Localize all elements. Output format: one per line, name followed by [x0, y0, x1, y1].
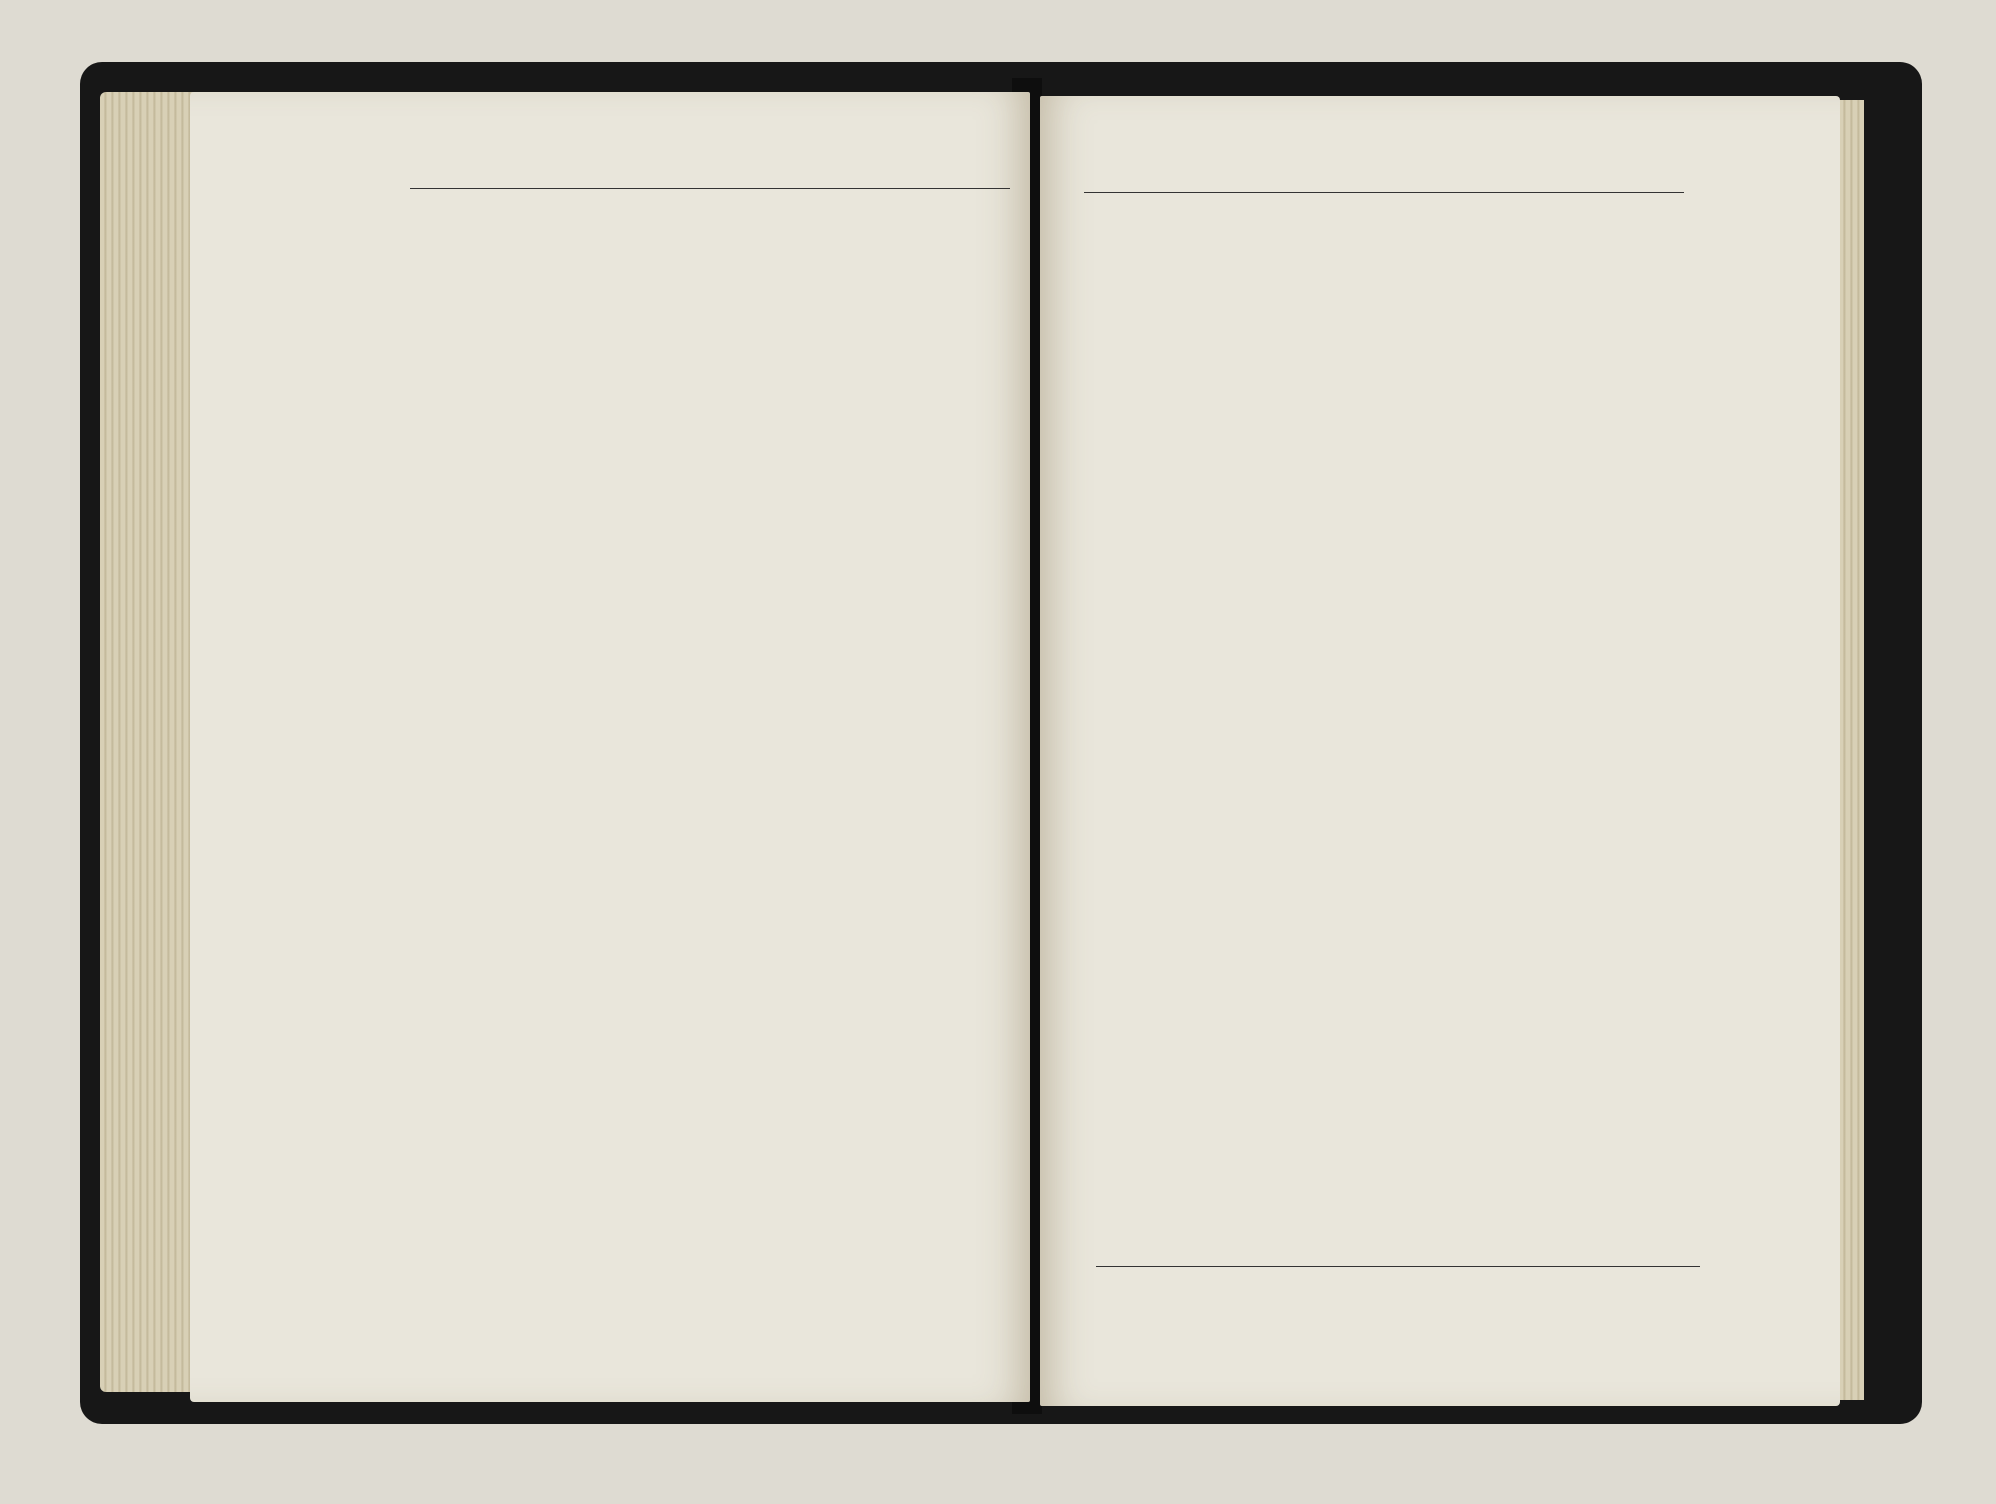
culverden-continued-entries — [1040, 96, 1800, 1406]
section-rule — [1096, 1266, 1700, 1267]
left-page — [190, 92, 1030, 1402]
right-page — [1040, 96, 1840, 1406]
culverden-entries — [400, 92, 1000, 1402]
page-edges-left — [100, 92, 200, 1392]
